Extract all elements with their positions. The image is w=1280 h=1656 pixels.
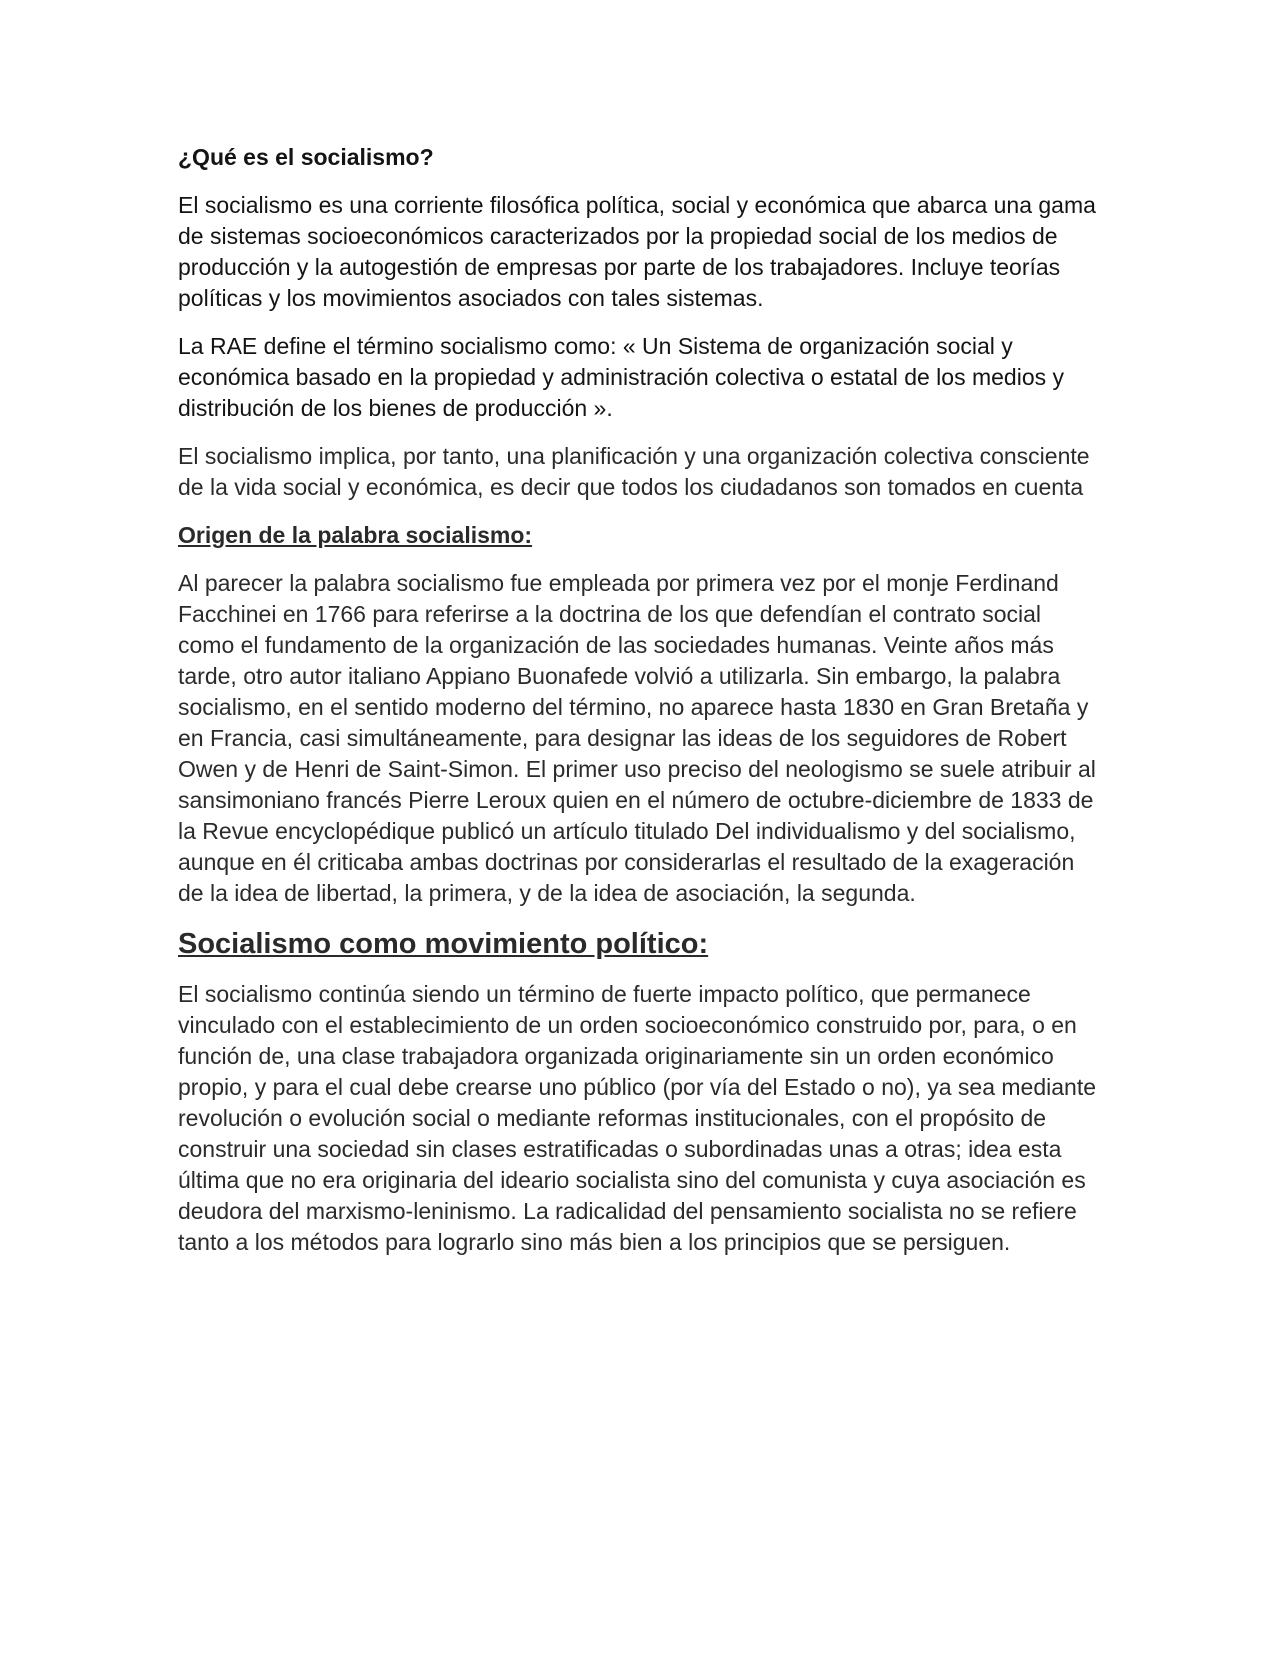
paragraph-political-movement: El socialismo continúa siendo un término de fuerte impacto político, que permanece vinculado con el establecimiento de un orden socioeconómico construido por, para, o en función de, una clase trabajadora organizada originariamente sin un orden económico propio, y para el cual debe crearse uno público (por vía del Estado o no), ya sea mediante revolución o evolución social o mediante reformas institucionales, con el propósito de construir una sociedad sin clases estratificadas o subordinadas unas a otras; idea esta última que no era originaria del ideario socialista sino del comunista y cuya asociación es deudora del marxismo-leninismo. La radicalidad del pensamiento socialista no se refiere tanto a los métodos para lograrlo sino más bien a los principios que se persiguen. xyxy=(178,981,1097,1255)
heading-political-movement: Socialismo como movimiento político: xyxy=(178,928,709,960)
document-body xyxy=(178,142,1098,1275)
paragraph-implications: El socialismo implica, por tanto, una planificación y una organización colectiva consciente de la vida social y económica, es decir que todos los ciudadanos son tomados en cuenta xyxy=(178,443,1090,500)
paragraph-rae-definition: La RAE define el término socialismo como: « Un Sistema de organización social y económica basado en la propiedad y administración colectiva o estatal de los medios y distribución de los bienes de producción ». xyxy=(178,333,1065,421)
heading-what-is-socialism: ¿Qué es el socialismo? xyxy=(178,144,434,170)
paragraph-word-origin: Al parecer la palabra socialismo fue empleada por primera vez por el monje Ferdinand Facchinei en 1766 para referirse a la doctrina de los que defendían el contrato social como el fundamento de la organización de las sociedades humanas. Veinte años más tarde, otro autor italiano Appiano Buonafede volvió a utilizarla. Sin embargo, la palabra socialismo, en el sentido moderno del término, no aparece hasta 1830 en Gran Bretaña y en Francia, casi simultáneamente, para designar las ideas de los seguidores de Robert Owen y de Henri de Saint-Simon. El primer uso preciso del neologismo se suele atribuir al sansimoniano francés Pierre Leroux quien en el número de octubre-diciembre de 1833 de la Revue encyclopédique publicó un artículo titulado Del individualismo y del socialismo, aunque en él criticaba ambas doctrinas por considerarlas el resultado de la exageración de la idea de libertad, la primera, y de la idea de asociación, la segunda. xyxy=(178,570,1096,906)
heading-word-origin: Origen de la palabra socialismo: xyxy=(178,522,533,548)
paragraph-definition: El socialismo es una corriente filosófica política, social y económica que abarca una gama de sistemas socioeconómicos caracterizados por la propiedad social de los medios de producción y la autogestión de empresas por parte de los trabajadores. Incluye teorías políticas y los movimientos asociados con tales sistemas. xyxy=(178,192,1096,311)
